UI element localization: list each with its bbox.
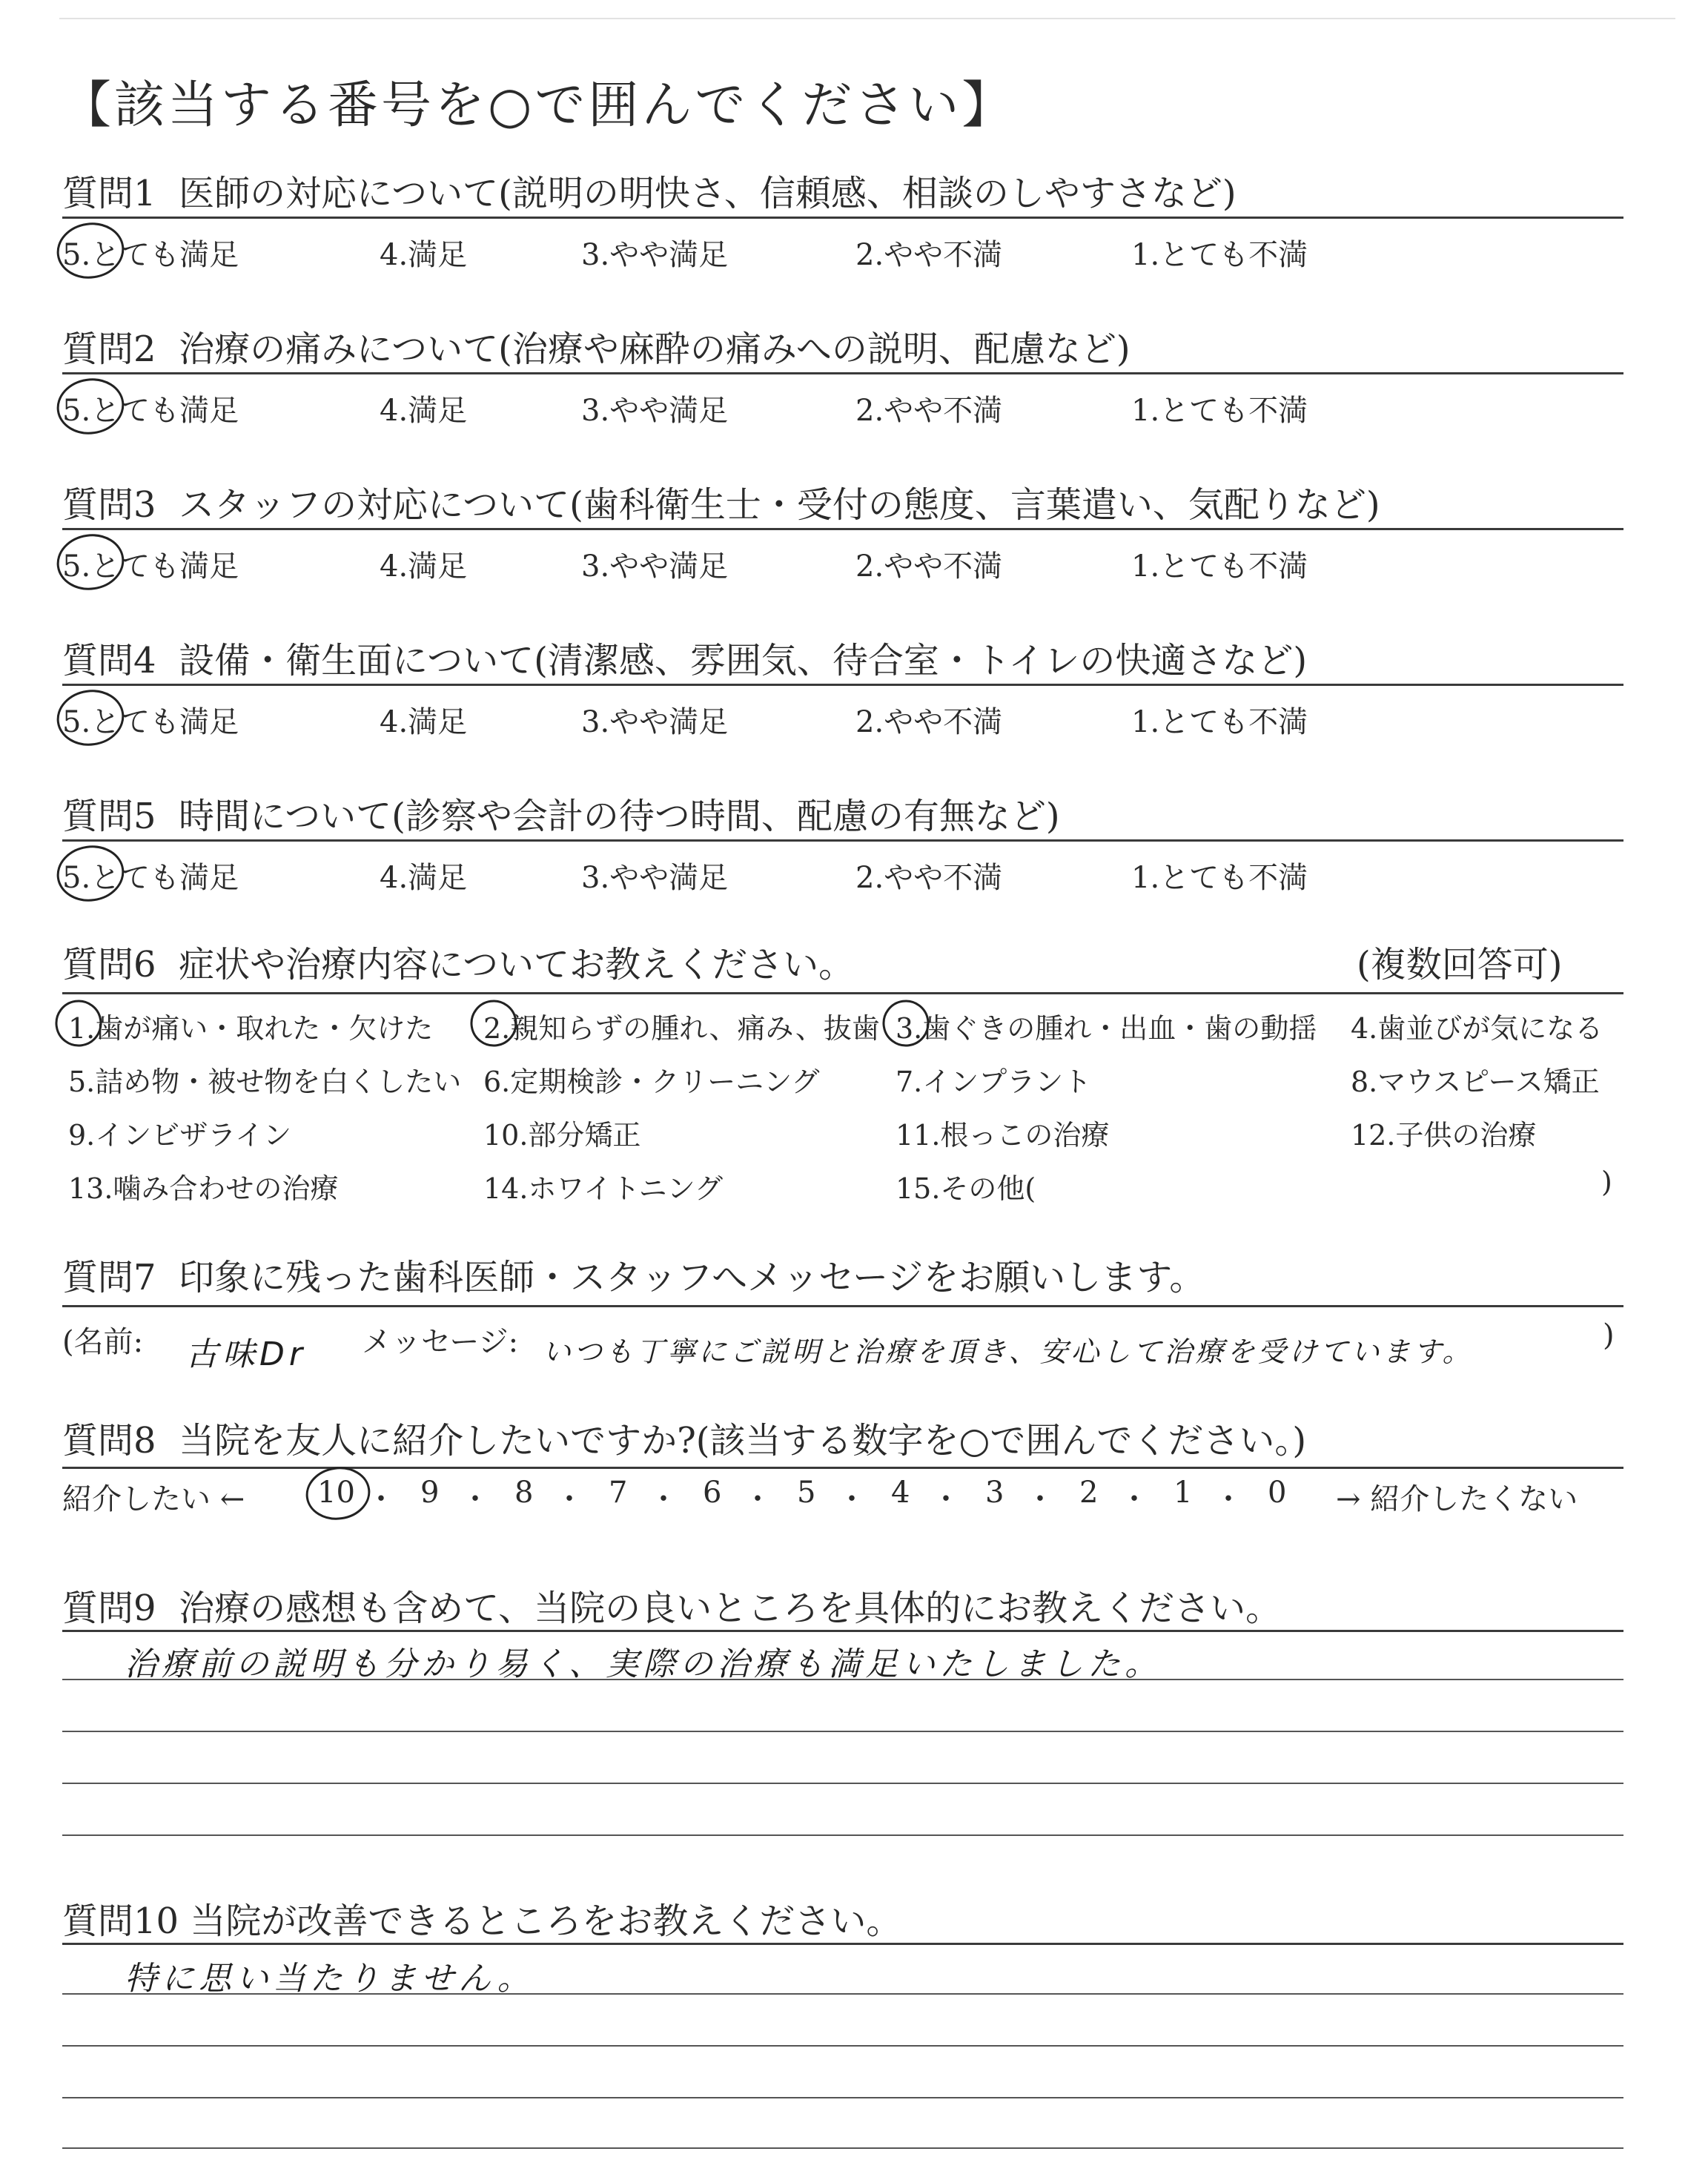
q6-option-other-close: ) — [1601, 1166, 1612, 1198]
q7-heading — [62, 1249, 1205, 1300]
q6-option-5[interactable]: 5.詰め物・被せ物を白くしたい — [68, 1066, 462, 1098]
q2-rule — [62, 372, 1623, 374]
q5-option-1[interactable]: 1.とても不満 — [1131, 861, 1308, 895]
q3-rule — [62, 528, 1623, 530]
q10-rule-4 — [62, 2097, 1623, 2098]
q6-option-4[interactable]: 4.歯並びが気になる — [1351, 1012, 1603, 1045]
q8-scale-separator: ・ — [1119, 1482, 1149, 1516]
q8-heading — [62, 1412, 1306, 1463]
q9-heading — [62, 1579, 1281, 1631]
q8-scale-separator: ・ — [1214, 1482, 1243, 1516]
q8-left-label: 紹介したい ← — [62, 1482, 245, 1516]
q6-option-10[interactable]: 10.部分矯正 — [483, 1119, 641, 1152]
q6-note: (複数回答可) — [1357, 944, 1563, 985]
q6-text: 症状や治療内容についてお教えください。 — [179, 944, 855, 985]
q1-option-2[interactable]: 2.やや不満 — [855, 238, 1003, 272]
q4-option-5[interactable]: 5.とても満足 — [62, 705, 239, 739]
q5-rule — [62, 839, 1623, 842]
q6-option-7[interactable]: 7.インプラント — [896, 1066, 1092, 1098]
q7-text: 印象に残った歯科医師・スタッフへメッセージをお願いします。 — [179, 1257, 1205, 1298]
q7-name-label: (名前: — [62, 1325, 144, 1359]
q5-label: 質問5 — [62, 796, 156, 837]
q6-option-12[interactable]: 12.子供の治療 — [1351, 1119, 1537, 1152]
q3-option-4[interactable]: 4.満足 — [380, 549, 468, 584]
q6-option-11[interactable]: 11.根っこの治療 — [896, 1119, 1110, 1152]
q2-option-1[interactable]: 1.とても不満 — [1131, 394, 1308, 428]
q7-message-label: メッセージ: — [362, 1325, 519, 1359]
q8-text: 当院を友人に紹介したいですか?(該当する数字を○で囲んでください。) — [179, 1420, 1307, 1462]
q1-label: 質問1 — [62, 173, 156, 214]
q9-rule-1 — [62, 1630, 1623, 1632]
q4-heading — [62, 632, 1307, 683]
q10-rule-1 — [62, 1943, 1623, 1945]
q8-scale-5[interactable]: 5 — [797, 1476, 816, 1510]
q8-scale-separator: ・ — [931, 1482, 961, 1516]
q4-rule — [62, 684, 1623, 686]
q2-heading — [62, 320, 1131, 371]
q8-scale-4[interactable]: 4 — [891, 1476, 910, 1510]
q3-option-2[interactable]: 2.やや不満 — [855, 549, 1003, 584]
q8-scale-10[interactable]: 10 — [317, 1476, 355, 1510]
q8-scale-8[interactable]: 8 — [514, 1476, 534, 1510]
q1-rule — [62, 217, 1623, 219]
q6-option-15[interactable]: 15.その他( — [896, 1172, 1036, 1205]
q8-scale-separator: ・ — [837, 1482, 867, 1516]
q9-text: 治療の感想も含めて、当院の良いところを具体的にお教えください。 — [179, 1588, 1282, 1629]
q4-option-1[interactable]: 1.とても不満 — [1131, 705, 1308, 739]
q2-text: 治療の痛みについて(治療や麻酔の痛みへの説明、配慮など) — [179, 328, 1131, 370]
q2-option-4[interactable]: 4.満足 — [380, 394, 468, 428]
q2-label: 質問2 — [62, 328, 156, 370]
q8-rule — [62, 1467, 1623, 1469]
q9-rule-5 — [62, 1834, 1623, 1836]
q7-name-value[interactable]: 古味Dr — [185, 1335, 307, 1373]
q2-option-3[interactable]: 3.やや満足 — [581, 394, 729, 428]
q7-message-value[interactable]: いつも丁寧にご説明と治療を頂き、安心して治療を受けています。 — [543, 1335, 1474, 1368]
q1-option-5[interactable]: 5.とても満足 — [62, 238, 239, 272]
q10-text: 当院が改善できるところをお教えください。 — [190, 1900, 902, 1942]
q4-option-3[interactable]: 3.やや満足 — [581, 705, 729, 739]
q1-option-1[interactable]: 1.とても不満 — [1131, 238, 1308, 272]
q6-option-14[interactable]: 14.ホワイトニング — [483, 1172, 724, 1205]
q7-close-paren: ) — [1603, 1318, 1615, 1353]
q2-option-5[interactable]: 5.とても満足 — [62, 394, 239, 428]
q9-rule-4 — [62, 1783, 1623, 1784]
q10-heading — [62, 1892, 901, 1943]
q8-scale-separator: ・ — [743, 1482, 772, 1516]
q8-scale-9[interactable]: 9 — [420, 1476, 440, 1510]
q4-option-2[interactable]: 2.やや不満 — [855, 705, 1003, 739]
q8-scale-separator: ・ — [366, 1482, 396, 1516]
q10-label: 質問10 — [62, 1900, 179, 1942]
q3-option-1[interactable]: 1.とても不満 — [1131, 549, 1308, 584]
q6-option-9[interactable]: 9.インビザライン — [68, 1119, 292, 1152]
q3-heading — [62, 476, 1380, 527]
q5-option-2[interactable]: 2.やや不満 — [855, 861, 1003, 895]
q7-rule — [62, 1305, 1623, 1307]
q5-text: 時間について(診察や会計の待つ時間、配慮の有無など) — [179, 796, 1060, 837]
q10-rule-5 — [62, 2147, 1623, 2149]
q8-scale-1[interactable]: 1 — [1174, 1476, 1193, 1510]
q4-label: 質問4 — [62, 640, 156, 681]
q3-text: スタッフの対応について(歯科衛生士・受付の態度、言葉遣い、気配りなど) — [179, 484, 1380, 526]
page-title: 【該当する番号を○で囲んでください】 — [61, 76, 1016, 135]
q8-label: 質問8 — [62, 1420, 156, 1462]
q8-scale-separator: ・ — [555, 1482, 584, 1516]
q9-rule-3 — [62, 1731, 1623, 1732]
q6-option-8[interactable]: 8.マウスピース矯正 — [1351, 1066, 1600, 1098]
q3-option-3[interactable]: 3.やや満足 — [581, 549, 729, 584]
q6-heading — [62, 936, 854, 987]
q5-option-5[interactable]: 5.とても満足 — [62, 861, 239, 895]
q6-option-2[interactable]: 2.親知らずの腫れ、痛み、抜歯 — [483, 1012, 880, 1045]
q3-label: 質問3 — [62, 484, 156, 526]
q7-label: 質問7 — [62, 1257, 156, 1298]
q9-rule-2 — [62, 1679, 1623, 1680]
q8-scale-separator: ・ — [1025, 1482, 1055, 1516]
q6-label: 質問6 — [62, 944, 156, 985]
q8-right-label: → 紹介したくない — [1336, 1482, 1578, 1516]
q6-option-3[interactable]: 3.歯ぐきの腫れ・出血・歯の動揺 — [896, 1012, 1317, 1045]
q6-option-6[interactable]: 6.定期検診・クリーニング — [483, 1066, 820, 1098]
q8-scale-7[interactable]: 7 — [609, 1476, 628, 1510]
scan-edge — [59, 18, 1675, 19]
q8-scale-6[interactable]: 6 — [703, 1476, 722, 1510]
q10-rule-3 — [62, 2045, 1623, 2047]
q5-option-4[interactable]: 4.満足 — [380, 861, 468, 895]
q8-scale-3[interactable]: 3 — [985, 1476, 1004, 1510]
q8-scale-2[interactable]: 2 — [1079, 1476, 1099, 1510]
q4-option-4[interactable]: 4.満足 — [380, 705, 468, 739]
q1-option-3[interactable]: 3.やや満足 — [581, 238, 729, 272]
q8-scale-separator: ・ — [649, 1482, 678, 1516]
q8-scale-separator: ・ — [460, 1482, 490, 1516]
q1-heading — [62, 165, 1237, 216]
q2-option-2[interactable]: 2.やや不満 — [855, 394, 1003, 428]
q4-text: 設備・衛生面について(清潔感、雰囲気、待合室・トイレの快適さなど) — [179, 640, 1308, 681]
q5-heading — [62, 787, 1060, 839]
q1-option-4[interactable]: 4.満足 — [380, 238, 468, 272]
q3-option-5[interactable]: 5.とても満足 — [62, 549, 239, 584]
q9-answer[interactable]: 治療前の説明も分かり易く、実際の治療も満足いたしました。 — [125, 1645, 1162, 1683]
q10-answer[interactable]: 特に思い当たりません。 — [125, 1960, 534, 1998]
q9-label: 質問9 — [62, 1588, 156, 1629]
q6-option-1[interactable]: 1.歯が痛い・取れた・欠けた — [68, 1012, 434, 1045]
q5-option-3[interactable]: 3.やや満足 — [581, 861, 729, 895]
q10-rule-2 — [62, 1993, 1623, 1995]
q6-option-13[interactable]: 13.噛み合わせの治療 — [68, 1172, 339, 1205]
q1-text: 医師の対応について(説明の明快さ、信頼感、相談のしやすさなど) — [179, 173, 1237, 214]
q8-scale-0[interactable]: 0 — [1268, 1476, 1287, 1510]
q6-rule — [62, 992, 1623, 994]
